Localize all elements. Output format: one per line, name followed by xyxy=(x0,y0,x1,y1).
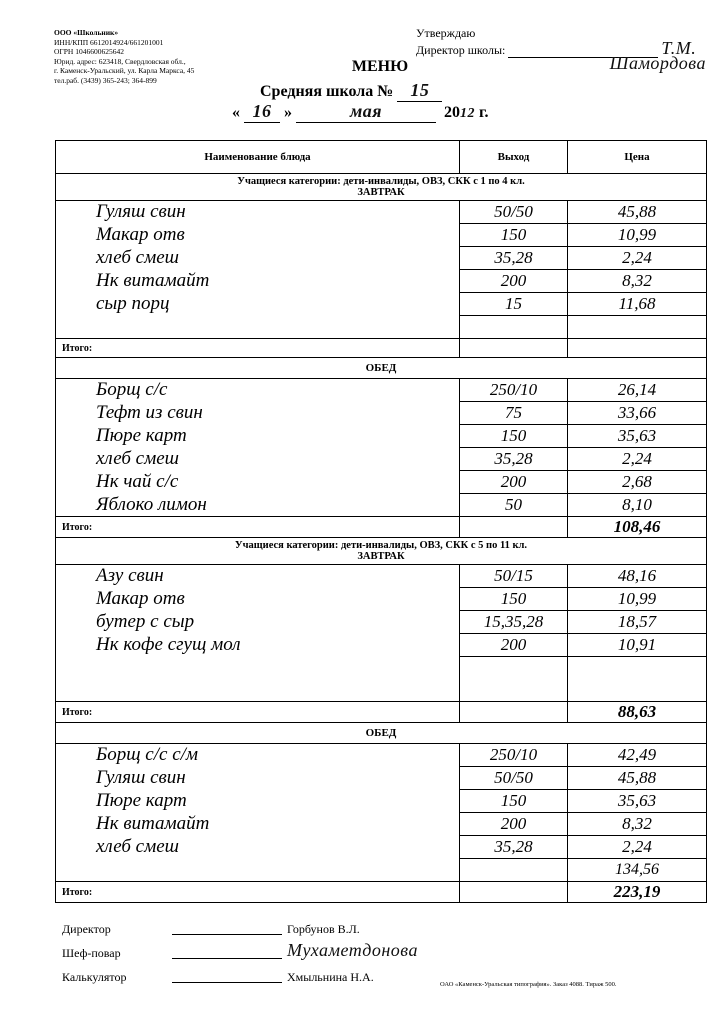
section-meal: ЗАВТРАК xyxy=(357,187,405,198)
table-row xyxy=(56,201,707,224)
approval-surname: Шамордова xyxy=(609,53,706,73)
column-header-yield: Выход xyxy=(460,141,568,174)
dish-price: 18,57 xyxy=(568,611,707,634)
total-label: Итого: xyxy=(56,517,460,538)
dish-name: Гуляш свин xyxy=(56,201,460,224)
dish-price: 8,32 xyxy=(568,270,707,293)
table-row xyxy=(56,471,707,494)
section-category: Учащиеся категории: дети-инвалиды, ОВЗ, СКК с 1 по 4 кл. xyxy=(237,176,525,187)
total-label: Итого: xyxy=(56,882,460,903)
dish-yield: 50 xyxy=(460,494,568,517)
dish-price: 10,91 xyxy=(568,634,707,657)
organization-inn: ИНН/КПП 6612014924/661201001 xyxy=(54,37,164,47)
date-close-quote: » xyxy=(284,104,292,121)
dish-name: Пюре карт xyxy=(56,790,460,813)
date-year-suffix: 12 xyxy=(460,106,475,121)
approval-label: Утверждаю xyxy=(416,26,476,40)
section-meal: ОБЕД xyxy=(56,358,707,379)
table-row xyxy=(56,588,707,611)
dish-yield: 200 xyxy=(460,270,568,293)
dish-yield: 250/10 xyxy=(460,379,568,402)
signatures-block xyxy=(62,918,702,990)
dish-price: 42,49 xyxy=(568,744,707,767)
organization-phone: тел.раб. (3439) 365-243; 364-899 xyxy=(54,75,157,85)
printer-footer: ОАО «Каменск-Уральская типография». Заказ 4088. Тираж 500. xyxy=(440,981,617,988)
dish-yield: 200 xyxy=(460,471,568,494)
date-day: 16 xyxy=(244,101,280,123)
table-row xyxy=(56,494,707,517)
table-row xyxy=(56,744,707,767)
date-open-quote: « xyxy=(232,104,240,121)
dish-price: 33,66 xyxy=(568,402,707,425)
dish-yield: 35,28 xyxy=(460,247,568,270)
dish-yield: 35,28 xyxy=(460,448,568,471)
signature-role: Директор xyxy=(62,922,111,936)
table-row xyxy=(56,448,707,471)
signature-line xyxy=(172,934,282,935)
dish-yield: 35,28 xyxy=(460,836,568,859)
dish-price: 26,14 xyxy=(568,379,707,402)
date-month: мая xyxy=(296,101,436,123)
total-row xyxy=(56,882,707,903)
table-row-empty xyxy=(56,657,707,680)
signature-name: Горбунов В.Л. xyxy=(287,922,360,936)
table-row-subtotal xyxy=(56,859,707,882)
dish-name: Нк витамайт xyxy=(56,813,460,836)
signature-row-chef xyxy=(62,942,702,966)
dish-price: 2,24 xyxy=(568,448,707,471)
dish-name: хлеб смеш xyxy=(56,448,460,471)
total-row xyxy=(56,339,707,358)
dish-price: 2,68 xyxy=(568,471,707,494)
dish-name: Нк витамайт xyxy=(56,270,460,293)
table-row xyxy=(56,247,707,270)
school-line xyxy=(260,80,442,102)
table-row xyxy=(56,611,707,634)
dish-price: 45,88 xyxy=(568,767,707,790)
total-value xyxy=(568,339,707,358)
dish-price: 8,10 xyxy=(568,494,707,517)
dish-yield: 150 xyxy=(460,425,568,448)
signature-line xyxy=(172,982,282,983)
dish-name: Макар отв xyxy=(56,224,460,247)
table-row-empty xyxy=(56,316,707,339)
dish-name: Тефт из свин xyxy=(56,402,460,425)
dish-price: 35,63 xyxy=(568,790,707,813)
section-header xyxy=(56,723,707,744)
dish-price: 11,68 xyxy=(568,293,707,316)
table-row xyxy=(56,836,707,859)
signature-line xyxy=(172,958,282,959)
organization-address-1: Юрид. адрес: 623418, Свердловская обл., xyxy=(54,56,186,66)
approval-director-label: Директор школы: xyxy=(416,43,506,57)
dish-name: Макар отв xyxy=(56,588,460,611)
total-row xyxy=(56,517,707,538)
table-row xyxy=(56,402,707,425)
table-row xyxy=(56,767,707,790)
organization-name: ООО «Школьник» xyxy=(54,28,119,37)
date-line xyxy=(232,101,488,123)
school-label: Средняя школа № xyxy=(260,83,394,100)
dish-yield: 50/15 xyxy=(460,565,568,588)
total-label: Итого: xyxy=(56,339,460,358)
table-row xyxy=(56,379,707,402)
school-number: 15 xyxy=(397,80,442,102)
section-header xyxy=(56,358,707,379)
organization-block xyxy=(54,28,284,86)
total-value: 88,63 xyxy=(568,702,707,723)
section-meal: ЗАВТРАК xyxy=(357,551,405,562)
dish-price: 10,99 xyxy=(568,224,707,247)
section-header xyxy=(56,174,707,201)
dish-price: 45,88 xyxy=(568,201,707,224)
signature-name: Хмыльнина Н.А. xyxy=(287,970,374,984)
dish-yield: 200 xyxy=(460,813,568,836)
date-year-end: г. xyxy=(479,104,489,121)
dish-yield: 150 xyxy=(460,588,568,611)
total-value: 108,46 xyxy=(568,517,707,538)
total-label: Итого: xyxy=(56,702,460,723)
subtotal-value: 134,56 xyxy=(568,859,707,882)
dish-name: хлеб смеш xyxy=(56,247,460,270)
dish-yield: 150 xyxy=(460,790,568,813)
dish-name: Нк чай с/с xyxy=(56,471,460,494)
dish-name: бутер с сыр xyxy=(56,611,460,634)
dish-yield: 15 xyxy=(460,293,568,316)
column-header-dish: Наименование блюда xyxy=(56,141,460,174)
table-row xyxy=(56,813,707,836)
section-meal: ОБЕД xyxy=(56,723,707,744)
table-row xyxy=(56,224,707,247)
dish-name: сыр порц xyxy=(56,293,460,316)
table-row xyxy=(56,790,707,813)
dish-price: 35,63 xyxy=(568,425,707,448)
signature-name: Мухаметдонова xyxy=(287,940,418,960)
table-row-empty xyxy=(56,679,707,702)
table-row xyxy=(56,634,707,657)
table-row xyxy=(56,293,707,316)
approval-initials: Т.М. xyxy=(661,38,697,58)
dish-price: 2,24 xyxy=(568,247,707,270)
date-year-prefix: 20 xyxy=(444,104,460,121)
table-header-row xyxy=(56,141,707,174)
dish-name: Гуляш свин xyxy=(56,767,460,790)
dish-price: 10,99 xyxy=(568,588,707,611)
dish-price: 48,16 xyxy=(568,565,707,588)
table-row xyxy=(56,425,707,448)
total-row xyxy=(56,702,707,723)
table-row xyxy=(56,565,707,588)
dish-price: 8,32 xyxy=(568,813,707,836)
dish-name: Нк кофе сгущ мол xyxy=(56,634,460,657)
column-header-price: Цена xyxy=(568,141,707,174)
dish-yield: 15,35,28 xyxy=(460,611,568,634)
dish-name: Борщ с/с с/м xyxy=(56,744,460,767)
dish-name: Азу свин xyxy=(56,565,460,588)
dish-yield: 200 xyxy=(460,634,568,657)
dish-name: Яблоко лимон xyxy=(56,494,460,517)
dish-price: 2,24 xyxy=(568,836,707,859)
table-row xyxy=(56,270,707,293)
organization-address-2: г. Каменск-Уральский, ул. Карла Маркса, 45 xyxy=(54,66,195,76)
menu-table xyxy=(55,140,707,903)
dish-name: Пюре карт xyxy=(56,425,460,448)
section-category: Учащиеся категории: дети-инвалиды, ОВЗ, СКК с 5 по 11 кл. xyxy=(234,540,528,551)
signature-role: Калькулятор xyxy=(62,970,127,984)
dish-yield: 50/50 xyxy=(460,201,568,224)
dish-yield: 250/10 xyxy=(460,744,568,767)
dish-name: хлеб смеш xyxy=(56,836,460,859)
dish-yield: 50/50 xyxy=(460,767,568,790)
organization-ogrn: ОГРН 1046600625642 xyxy=(54,47,124,57)
total-value: 223,19 xyxy=(568,882,707,903)
dish-yield: 75 xyxy=(460,402,568,425)
section-header xyxy=(56,538,707,565)
page-title: МЕНЮ xyxy=(351,58,409,75)
signature-role: Шеф-повар xyxy=(62,946,121,960)
signature-row-director xyxy=(62,918,702,942)
dish-yield: 150 xyxy=(460,224,568,247)
dish-name: Борщ с/с xyxy=(56,379,460,402)
